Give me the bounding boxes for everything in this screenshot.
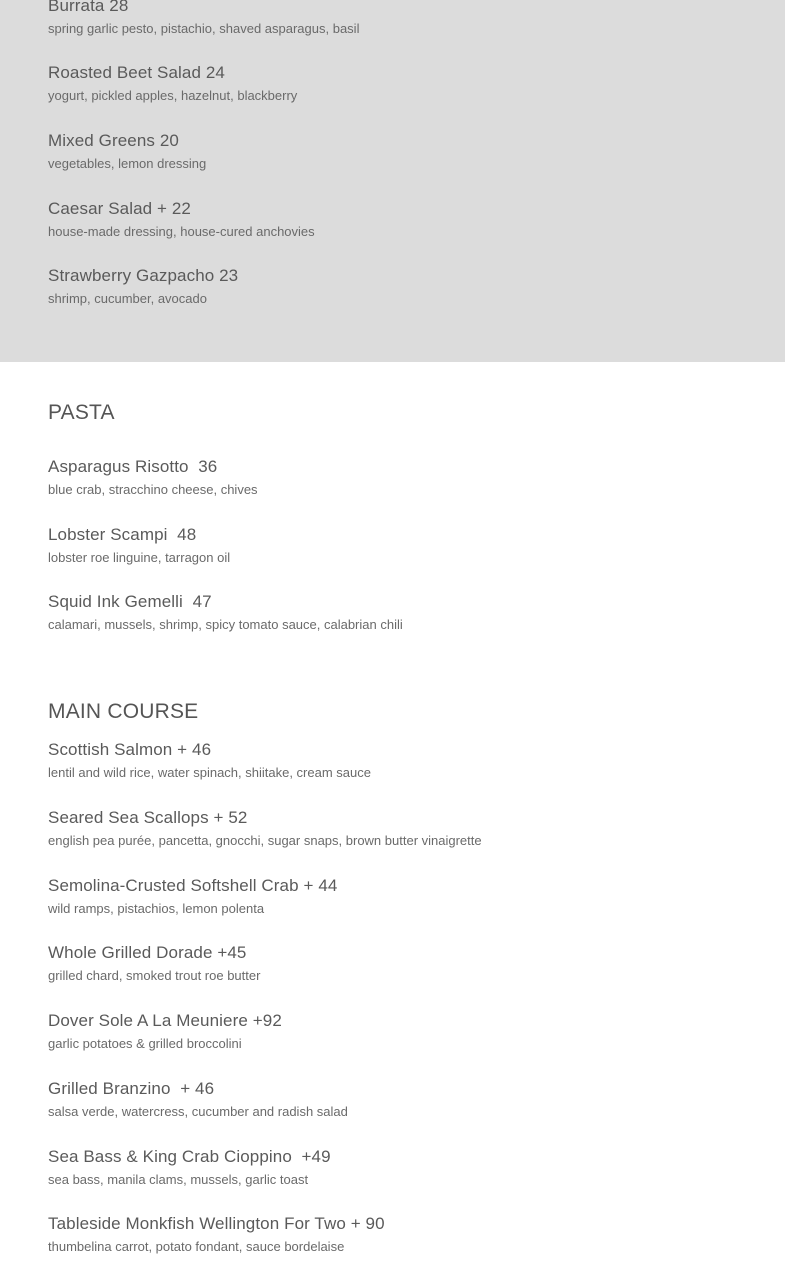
menu-item-description: shrimp, cucumber, avocado	[48, 291, 207, 306]
menu-item	[48, 524, 230, 567]
menu-item-name: Semolina-Crusted Softshell Crab + 44	[48, 876, 338, 895]
menu-item-description: vegetables, lemon dressing	[48, 156, 207, 171]
menu-item	[48, 198, 315, 241]
menu-item	[48, 130, 206, 173]
menu-item-name: Seared Sea Scallops + 52	[48, 808, 248, 827]
menu-item-name: Whole Grilled Dorade +45	[48, 943, 247, 962]
section-heading-pasta: PASTA	[48, 401, 115, 424]
menu-item-description: thumbelina carrot, potato fondant, sauce bordelaise	[48, 1239, 345, 1254]
menu-item-name: Roasted Beet Salad 24	[48, 63, 225, 82]
menu-item-name: Caesar Salad + 22	[48, 199, 191, 218]
menu-item	[48, 1078, 348, 1121]
menu-item	[48, 456, 258, 499]
menu-item	[48, 942, 260, 985]
menu-item-description: sea bass, manila clams, mussels, garlic toast	[48, 1172, 309, 1187]
menu-item	[48, 62, 297, 105]
menu-item	[48, 265, 238, 308]
menu-item	[48, 0, 359, 38]
menu-item-description: blue crab, stracchino cheese, chives	[48, 482, 258, 497]
menu-item-description: english pea purée, pancetta, gnocchi, sugar snaps, brown butter vinaigrette	[48, 833, 482, 848]
section-heading-main-course: MAIN COURSE	[48, 700, 199, 723]
menu-item	[48, 875, 337, 918]
menu-item-description: salsa verde, watercress, cucumber and radish salad	[48, 1104, 348, 1119]
menu-item-name: Burrata 28	[48, 0, 129, 15]
menu-item-description: house-made dressing, house-cured anchovies	[48, 224, 315, 239]
menu-item-name: Strawberry Gazpacho 23	[48, 266, 239, 285]
menu-item-name: Dover Sole A La Meuniere +92	[48, 1011, 282, 1030]
menu-item-description: spring garlic pesto, pistachio, shaved asparagus, basil	[48, 21, 360, 36]
menu-item-description: lentil and wild rice, water spinach, shiitake, cream sauce	[48, 765, 371, 780]
menu-item-description: grilled chard, smoked trout roe butter	[48, 968, 261, 983]
menu-item-name: Asparagus Risotto 36	[48, 457, 218, 476]
menu-item-description: calamari, mussels, shrimp, spicy tomato sauce, calabrian chili	[48, 617, 403, 632]
menu-item-name: Sea Bass & King Crab Cioppino +49	[48, 1147, 331, 1166]
menu-item-description: garlic potatoes & grilled broccolini	[48, 1036, 242, 1051]
menu-item-name: Grilled Branzino + 46	[48, 1079, 215, 1098]
menu-item	[48, 807, 482, 850]
menu-item-name: Scottish Salmon + 46	[48, 740, 212, 759]
menu-item-name: Lobster Scampi 48	[48, 525, 197, 544]
menu-item	[48, 1146, 331, 1189]
menu-item	[48, 1010, 282, 1053]
menu-item-name: Squid Ink Gemelli 47	[48, 592, 212, 611]
menu-item	[48, 1213, 385, 1256]
menu-item-name: Mixed Greens 20	[48, 131, 179, 150]
menu-item-name: Tableside Monkfish Wellington For Two + 90	[48, 1214, 385, 1233]
menu-item-description: wild ramps, pistachios, lemon polenta	[48, 901, 265, 916]
menu-item	[48, 739, 371, 782]
menu-item-description: yogurt, pickled apples, hazelnut, blackberry	[48, 88, 298, 103]
menu-item	[48, 591, 403, 634]
menu-item-description: lobster roe linguine, tarragon oil	[48, 550, 231, 565]
